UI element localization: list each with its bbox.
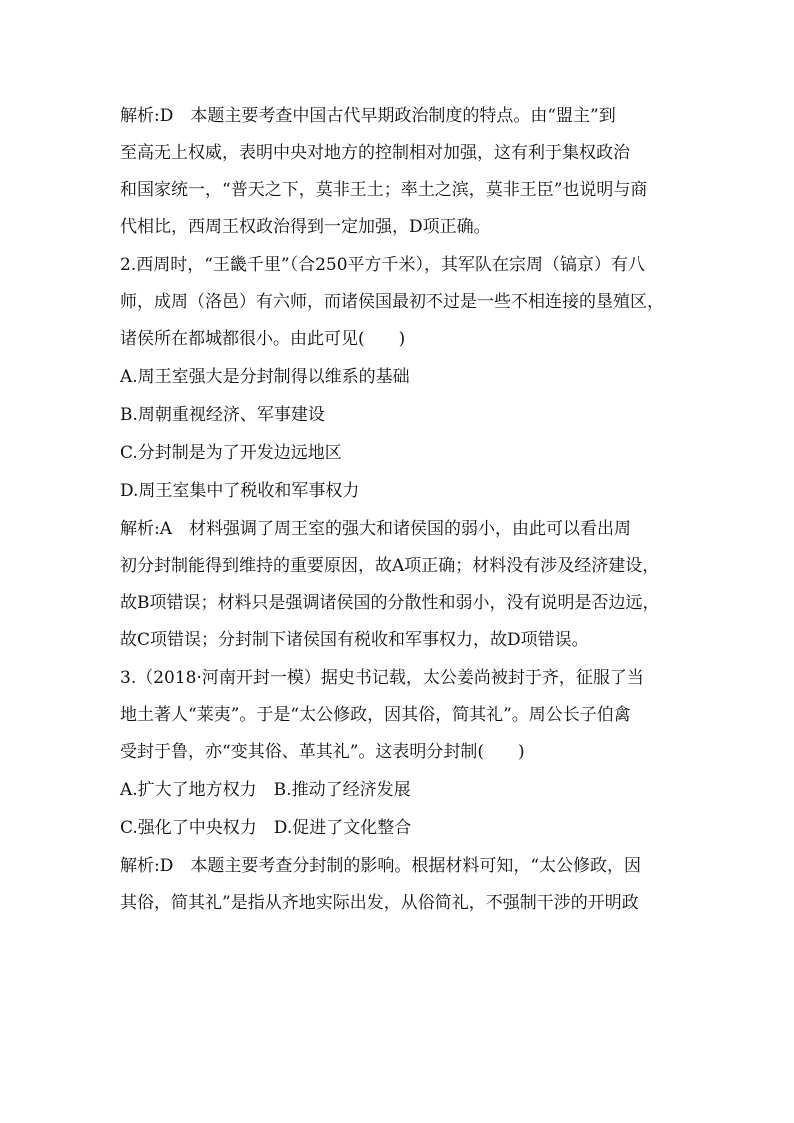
- question-3-options-ab: A.扩大了地方权力 B.推动了经济发展: [120, 780, 411, 800]
- question-2-stem-line-1: 2.西周时，“王畿千里”（合250平方千米），其军队在宗周（镐京）有八: [120, 255, 646, 275]
- question-2-option-a: A.周王室强大是分封制得以维系的基础: [120, 367, 410, 387]
- question-2-stem-line-2: 师，成周（洛邑）有六师，而诸侯国最初不过是一些不相连接的垦殖区，: [120, 292, 664, 312]
- answer-analysis-2-line-1: 解析:A 材料强调了周王室的强大和诸侯国的弱小，由此可以看出周: [120, 519, 632, 539]
- answer-analysis-3-line-1: 解析:D 本题主要考查分封制的影响。根据材料可知，“太公修政，因: [120, 856, 642, 876]
- answer-analysis-2-line-2: 初分封制能得到维持的重要原因，故A项正确；材料没有涉及经济建设，: [120, 556, 660, 576]
- question-2-stem-line-3: 诸侯所在都城都很小。由此可见( ): [120, 329, 406, 349]
- question-3-options-cd: C.强化了中央权力 D.促进了文化整合: [120, 818, 412, 838]
- question-3-stem-line-2: 地土著人“莱夷”。于是“太公修政，因其俗，简其礼”。周公长子伯禽: [120, 705, 631, 725]
- answer-analysis-1-line-2: 至高无上权威，表明中央对地方的控制相对加强，这有利于集权政治: [120, 143, 630, 163]
- question-2-option-c: C.分封制是为了开发边远地区: [120, 443, 342, 463]
- question-3-stem-line-3: 受封于鲁，亦“变其俗、革其礼”。这表明分封制( ): [120, 742, 525, 762]
- answer-analysis-1-line-1: 解析:D 本题主要考查中国古代早期政治制度的特点。由“盟主”到: [120, 106, 616, 126]
- answer-analysis-1-line-3: 和国家统一，“普天之下，莫非王土；率土之滨，莫非王臣”也说明与商: [120, 180, 648, 200]
- answer-analysis-2-line-4: 故C项错误；分封制下诸侯国有税收和军事权力，故D项错误。: [120, 630, 589, 650]
- question-2-option-d: D.周王室集中了税收和军事权力: [120, 481, 360, 501]
- question-3-stem-line-1: 3.（2018·河南开封一模）据史书记载，太公姜尚被封于齐，征服了当: [120, 668, 644, 688]
- answer-analysis-2-line-3: 故B项错误；材料只是强调诸侯国的分散性和弱小，没有说明是否边远，: [120, 593, 660, 613]
- question-2-option-b: B.周朝重视经济、军事建设: [120, 405, 325, 425]
- answer-analysis-1-line-4: 代相比，西周王权政治得到一定加强，D项正确。: [120, 217, 491, 237]
- answer-analysis-3-line-2: 其俗，简其礼”是指从齐地实际出发，从俗简礼，不强制干涉的开明政: [120, 893, 639, 913]
